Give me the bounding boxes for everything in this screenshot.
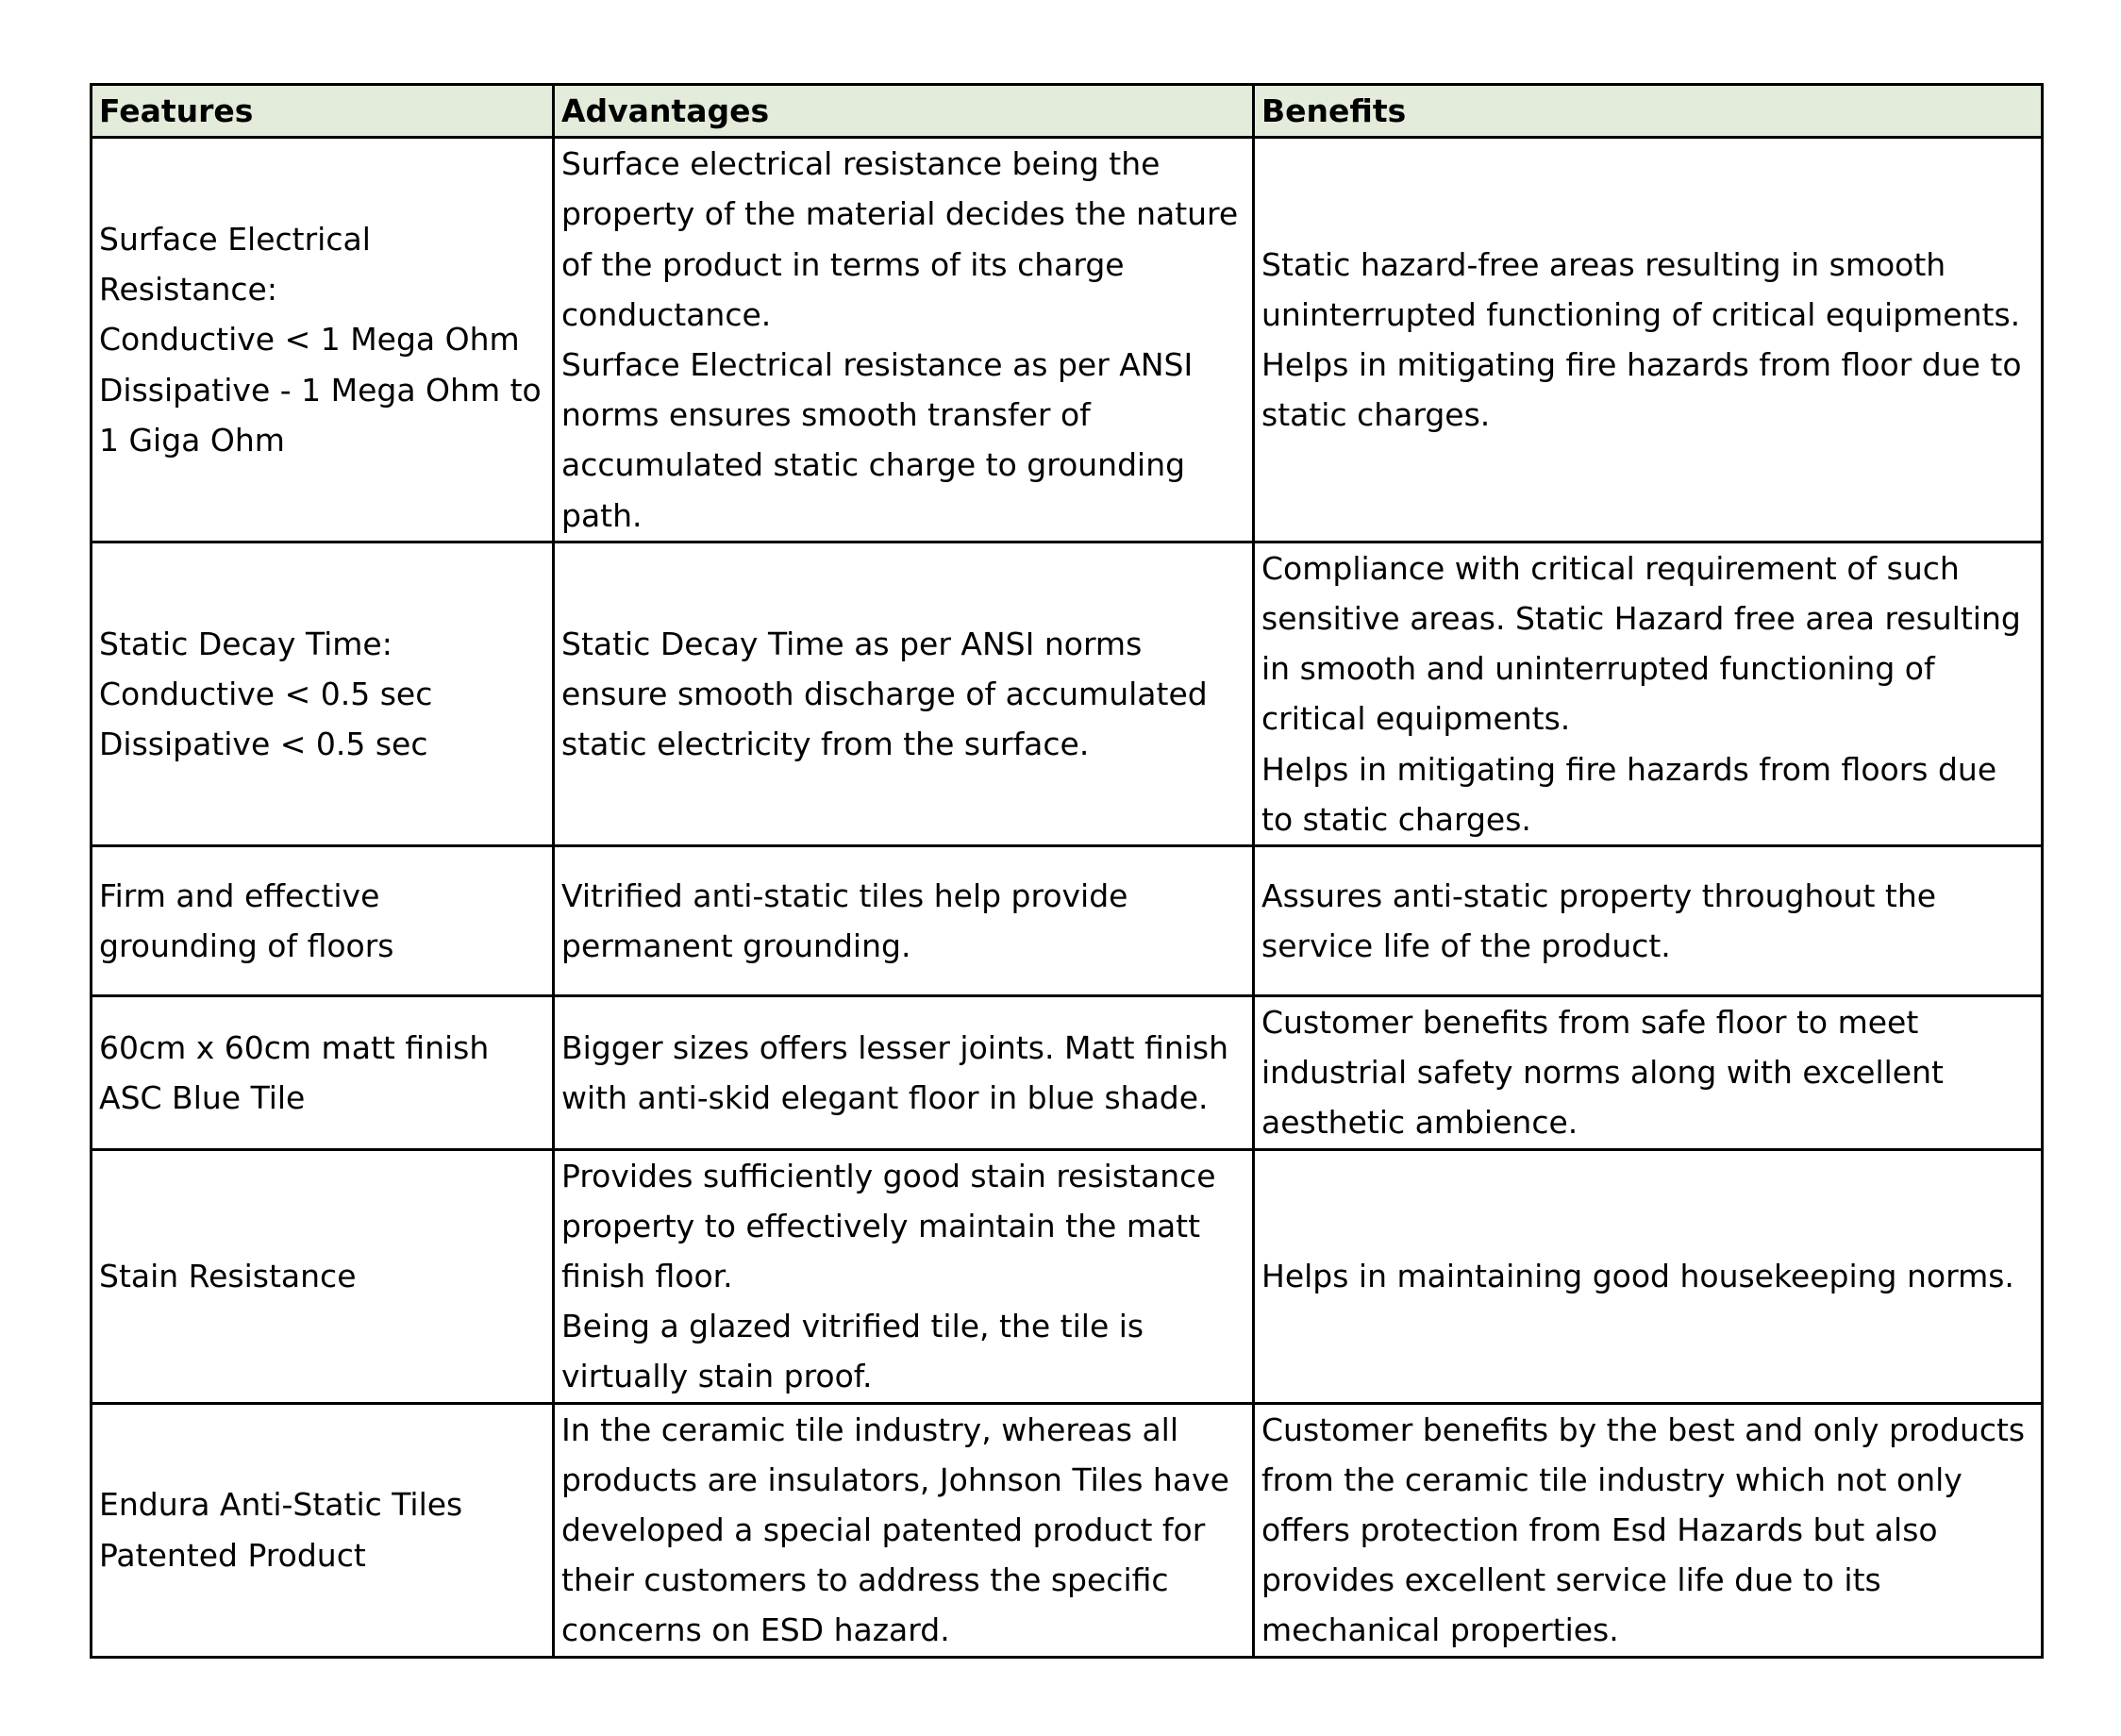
benefit-cell	[1254, 846, 2043, 996]
feature-cell	[92, 1149, 554, 1403]
feature-cell	[92, 542, 554, 845]
advantage-cell	[554, 846, 1254, 996]
header-features: Features	[92, 85, 554, 138]
header-benefits: Benefits	[1254, 85, 2043, 138]
advantage-cell	[554, 138, 1254, 542]
advantage-cell	[554, 542, 1254, 845]
table-row	[92, 1403, 2043, 1657]
benefit-text: Static hazard-free areas resulting in smooth uninterrupted functioning of critical equipments. Helps in mitigating fire hazards from floor due to static charges.	[1261, 245, 2022, 434]
table-row	[92, 846, 2043, 996]
table-row	[92, 996, 2043, 1150]
advantage-cell	[554, 1403, 1254, 1657]
benefit-cell	[1254, 542, 2043, 845]
benefit-text: Customer benefits by the best and only products from the ceramic tile industry which not only offers protection from Esd Hazards but also provides excellent service life due to its mechanical properties.	[1261, 1410, 2026, 1649]
feature-text: Static Decay Time: Conductive < 0.5 sec Dissipative < 0.5 sec	[99, 625, 433, 763]
feature-text: 60cm x 60cm matt finish ASC Blue Tile	[99, 1028, 490, 1116]
feature-text: Stain Resistance	[99, 1258, 357, 1295]
benefit-text: Customer benefits from safe floor to meet industrial safety norms along with excellent aesthetic ambience.	[1261, 1004, 1944, 1142]
table-row	[92, 1149, 2043, 1403]
advantage-cell	[554, 996, 1254, 1150]
advantage-cell	[554, 1149, 1254, 1403]
feature-cell	[92, 1403, 554, 1657]
advantage-text: Vitrified anti-static tiles help provide permanent grounding.	[561, 876, 1128, 965]
features-advantages-benefits-table	[90, 83, 2044, 1659]
table-row	[92, 138, 2043, 542]
header-advantages: Advantages	[554, 85, 1254, 138]
feature-cell	[92, 846, 554, 996]
advantage-text: Bigger sizes offers lesser joints. Matt finish with anti-skid elegant floor in blue shade.	[561, 1028, 1229, 1116]
feature-text: Endura Anti-Static Tiles Patented Product	[99, 1486, 463, 1574]
benefit-cell	[1254, 996, 2043, 1150]
header-row	[92, 85, 2043, 138]
feature-text: Surface Electrical Resistance: Conductive < 1 Mega Ohm Dissipative - 1 Mega Ohm to 1 Giga Ohm	[99, 221, 542, 459]
table-row	[92, 542, 2043, 845]
advantage-text: Provides sufficiently good stain resistance property to effectively maintain the matt finish floor. Being a glazed vitrified tile, the tile is virtually stain proof.	[561, 1157, 1216, 1395]
benefit-text: Helps in maintaining good housekeeping norms.	[1261, 1258, 2014, 1295]
benefit-cell	[1254, 138, 2043, 542]
feature-text: Firm and effective grounding of floors	[99, 876, 394, 965]
advantage-text: In the ceramic tile industry, whereas all products are insulators, Johnson Tiles have developed a special patented product for their customers to address the specific concerns on ESD hazard.	[561, 1410, 1229, 1649]
benefit-cell	[1254, 1149, 2043, 1403]
advantage-text: Static Decay Time as per ANSI norms ensure smooth discharge of accumulated static electricity from the surface.	[561, 625, 1208, 763]
advantage-text: Surface electrical resistance being the property of the material decides the nature of the product in terms of its charge conductance. Surface Electrical resistance as per ANSI norms ensures smooth transfer of accumulated static charge to grounding path.	[561, 145, 1239, 534]
feature-cell	[92, 138, 554, 542]
benefit-cell	[1254, 1403, 2043, 1657]
benefit-text: Assures anti-static property throughout the service life of the product.	[1261, 876, 1937, 965]
benefit-text: Compliance with critical requirement of such sensitive areas. Static Hazard free area resulting in smooth and uninterrupted functioning of critical equipments. Helps in mitigating fire hazards from floors due to static charges.	[1261, 549, 2021, 838]
feature-cell	[92, 996, 554, 1150]
